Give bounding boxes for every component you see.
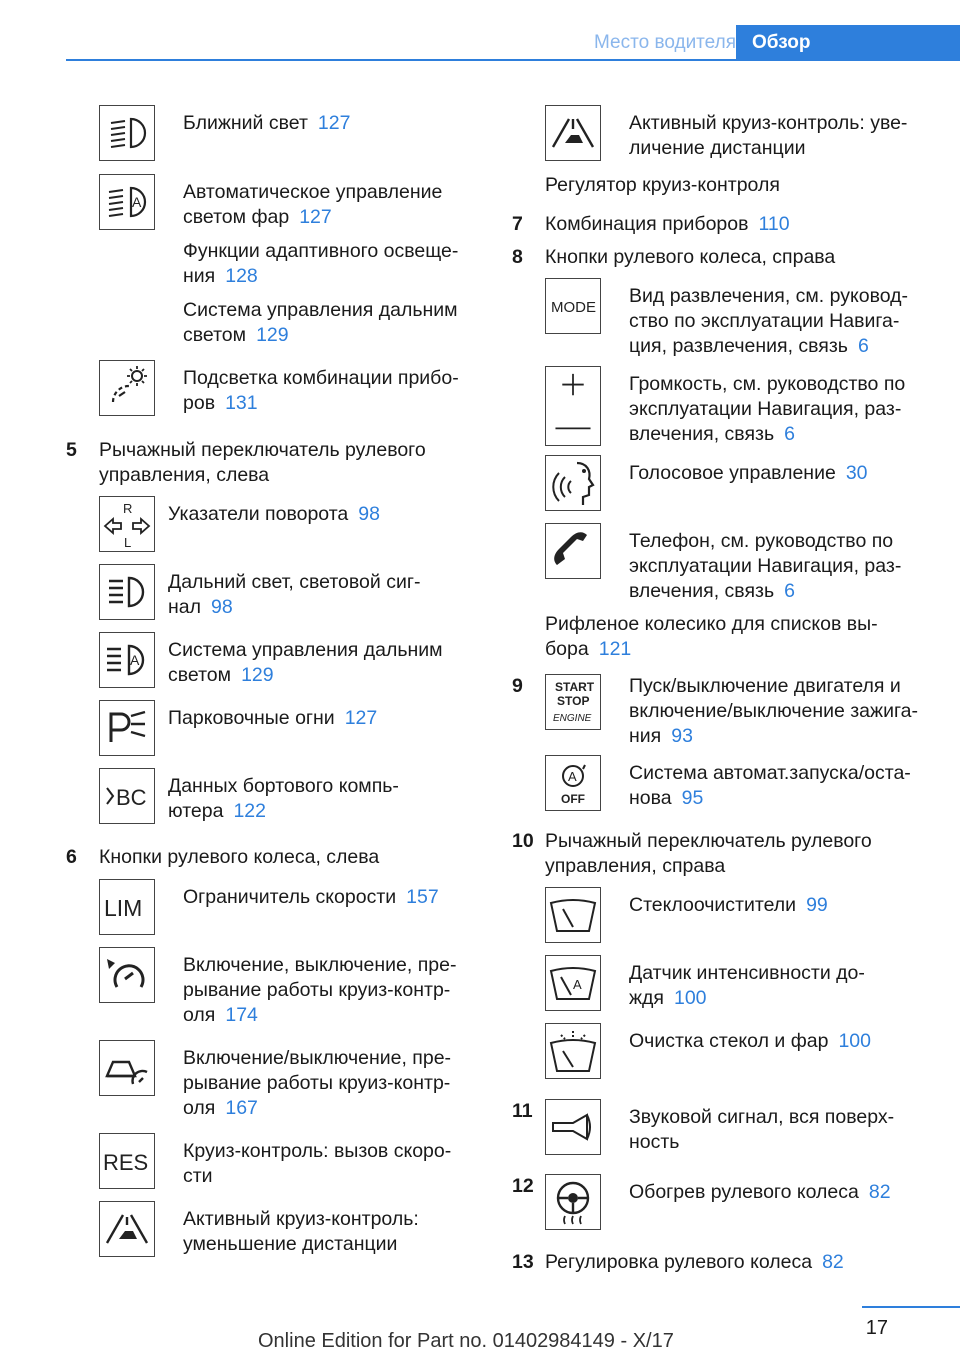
entry-acc-on-off [99,1040,466,1121]
item-number: 13 [512,1251,534,1273]
rain-sensor-text: Датчик интенсивности до-ждя [629,962,865,1009]
adaptive-light-ref[interactable]: 128 [225,265,258,287]
entry-high-beam [99,564,466,620]
item-5 [66,438,466,488]
mode-icon-label: MODE [551,299,596,316]
item-number: 8 [512,246,523,268]
acc-decrease-text: Активный круиз-контроль: уменьшение дистанции [183,1208,419,1255]
entry-parking-lights [99,700,466,756]
wipers-ref[interactable]: 99 [806,894,828,916]
steering-wheel-heating-icon [545,1174,601,1230]
entry-start-stop [545,674,932,749]
item-7-ref[interactable]: 110 [758,213,790,235]
high-beam-assist-text-2: Система управления дальним светом [168,639,443,686]
item-number: 10 [512,830,534,852]
wipers-text: Стеклоочистители [629,894,797,916]
page-number: 17 [865,1317,888,1339]
entry-resume [99,1133,466,1189]
rain-sensor-ref[interactable]: 100 [673,987,707,1009]
entry-turn-signals [99,496,466,552]
entry-washer [545,1023,932,1079]
volume-text: Громкость, см. руководство по эксплуатации Навигация, раз-влечения, связь [629,373,906,445]
lim-icon-label: LIM [104,895,143,921]
page-header [66,25,960,61]
item-13 [512,1250,932,1275]
res-icon-label: RES [103,1150,149,1175]
acc-on-off-ref[interactable]: 167 [225,1097,258,1119]
low-beam-ref[interactable]: 127 [317,112,351,134]
entry-low-beam [99,105,466,161]
footer-edition: Online Edition for Part no. 01402984149 - X/17 [258,1330,674,1352]
entry-instrument-lighting [99,360,466,416]
high-beam-icon [99,564,155,620]
right-column [512,105,932,1275]
cruise-on-off-text: Включение, выключение, пре-рывание работы круиз-контр-оля [183,954,457,1026]
speed-limiter-icon [99,879,155,935]
item-6-title: Кнопки рулевого колеса, слева [99,846,380,868]
item-number: 9 [512,675,523,697]
voice-text: Голосовое управление [629,462,836,484]
auto-headlight-icon [99,174,155,230]
phone-ref[interactable]: 6 [784,580,795,602]
phone-text: Телефон, см. руководство по эксплуатации Навигация, раз-влечения, связь [629,530,902,602]
rain-icon-letter: A [573,977,582,992]
item-number: 7 [512,213,523,235]
resume-icon [99,1133,155,1189]
low-beam-text: Ближний свет [183,112,308,134]
high-beam-ref[interactable]: 98 [211,596,233,618]
entry-high-beam-assist [99,632,466,688]
entry-acc-decrease [99,1201,466,1257]
instrument-lighting-text: Подсветка комбинации прибо-ров [183,367,459,414]
auto-start-stop-text: Система автомат.запуска/оста-нова [629,762,911,809]
off-icon-label: OFF [561,792,585,806]
onboard-computer-ref[interactable]: 122 [233,800,266,822]
parking-lights-text: Парковочные огни [168,707,335,729]
auto-icon-letter: A [132,194,142,210]
item-10 [512,829,932,879]
washer-ref[interactable]: 100 [838,1030,871,1052]
item-number: 6 [66,846,77,868]
entry-thumbwheel [545,612,932,662]
turn-icon-l: L [124,535,132,550]
wheel-heating-ref[interactable]: 82 [868,1181,891,1203]
auto-start-stop-ref[interactable]: 95 [681,787,704,809]
item-number: 5 [66,439,77,461]
bc-icon-label: BC [116,785,147,810]
start-stop-ref[interactable]: 93 [671,725,693,747]
high-beam-assist-icon [99,632,155,688]
horn-icon [545,1099,601,1155]
footer-divider [862,1306,960,1308]
mode-icon [545,278,601,334]
acc-increase-text: Активный круиз-контроль: уве-личение дистанции [629,112,908,159]
mode-text: Вид развлечения, см. руковод-ство по эксплуатации Навига-ция, развлечения, связь [629,285,909,357]
entry-phone [545,523,932,604]
voice-ref[interactable]: 30 [845,462,868,484]
assist-icon-letter: A [130,652,140,668]
stop-icon-label: STOP [557,694,590,708]
acc-on-off-text: Включение/выключение, пре-рывание работы круиз-контр-оля [183,1047,452,1119]
high-beam-assist-text: Система управления дальним светом [183,299,458,346]
entry-volume [545,366,932,447]
active-cruise-icon [99,1040,155,1096]
item-number: 12 [512,1175,534,1197]
speed-limiter-ref[interactable]: 157 [406,886,439,908]
distance-decrease-icon [99,1201,155,1257]
distance-increase-icon [545,105,601,161]
item-13-title: Регулировка рулевого колеса [545,1251,813,1273]
speed-limiter-text: Ограничитель скорости [183,886,397,908]
turn-signals-text: Указатели поворота [168,503,349,525]
item-5-title: Рычажный переключатель рулевого управления, слева [99,439,426,486]
cruise-control-icon [99,947,155,1003]
item-12 [512,1174,932,1230]
phone-icon [545,523,601,579]
entry-auto-start-stop [545,755,932,811]
engine-icon-label: ENGINE [553,713,592,724]
instrument-lighting-ref[interactable]: 131 [225,392,258,414]
entry-voice [545,455,932,511]
item-7 [512,212,932,237]
entry-mode [545,278,932,359]
left-column [66,105,466,1257]
parking-lights-ref[interactable]: 127 [344,707,378,729]
wipers-icon [545,887,601,943]
auto-icon-a: A [568,769,577,784]
entry-speed-limiter [99,879,466,935]
entry-acc-increase [545,105,932,161]
washer-icon [545,1023,601,1079]
entry-cruise-on-off [99,947,466,1028]
cruise-regulator-text: Регулятор круиз-контроля [545,174,780,196]
adaptive-light-text: Функции адаптивного освеще-ния [183,240,459,287]
item-9 [512,674,932,749]
item-13-ref[interactable]: 82 [822,1251,844,1273]
turn-icon-r: R [123,501,133,516]
turn-signals-icon [99,496,155,552]
header-section-title: Место водителя [594,32,736,53]
volume-ref[interactable]: 6 [784,423,795,445]
auto-start-stop-icon [545,755,601,811]
entry-onboard-computer [99,768,466,824]
entry-wheel-heating [545,1174,891,1230]
start-stop-icon [545,674,601,730]
thumbwheel-ref[interactable]: 121 [598,638,632,660]
rain-sensor-icon [545,955,601,1011]
onboard-computer-icon [99,768,155,824]
thumbwheel-text: Рифленое колесико для списков вы-бора [545,613,878,660]
low-beam-icon [99,105,155,161]
header-tab-overview[interactable]: Обзор [736,25,960,61]
volume-icon [545,366,601,446]
item-number: 11 [512,1100,533,1122]
item-11 [512,1099,932,1155]
entry-wipers [545,887,932,943]
voice-control-icon [545,455,601,511]
high-beam-assist-ref[interactable]: 129 [256,324,289,346]
item-8-title: Кнопки рулевого колеса, справа [545,246,836,268]
start-icon-label: START [555,680,595,694]
instrument-lighting-icon [99,360,155,416]
mode-ref[interactable]: 6 [857,335,869,357]
onboard-computer-text: Данных бортового компь-ютера [168,775,399,822]
item-6 [66,845,466,870]
turn-signals-ref[interactable]: 98 [358,503,380,525]
item-8 [512,245,932,270]
entry-rain-sensor [545,955,932,1011]
parking-lights-icon [99,700,155,756]
entry-horn [545,1099,932,1155]
high-beam-text: Дальний свет, световой сиг-нал [168,571,421,618]
start-stop-text: Пуск/выключение двигателя и включение/выключение зажига-ния [629,675,918,747]
high-beam-assist-ref-2[interactable]: 129 [241,664,274,686]
washer-text: Очистка стекол и фар [629,1030,829,1052]
wheel-heating-text: Обогрев рулевого колеса [629,1181,859,1203]
resume-text: Круиз-контроль: вызов скоро-сти [183,1140,452,1187]
entry-auto-light [99,174,466,348]
item-7-title: Комбинация приборов [545,213,749,235]
auto-light-ref[interactable]: 127 [299,206,332,228]
horn-text: Звуковой сигнал, вся поверх-ность [629,1106,895,1153]
item-10-title: Рычажный переключатель рулевого управления, справа [545,830,872,877]
cruise-on-off-ref[interactable]: 174 [225,1004,258,1026]
auto-light-text: Автоматическое управление светом фар [183,181,443,228]
